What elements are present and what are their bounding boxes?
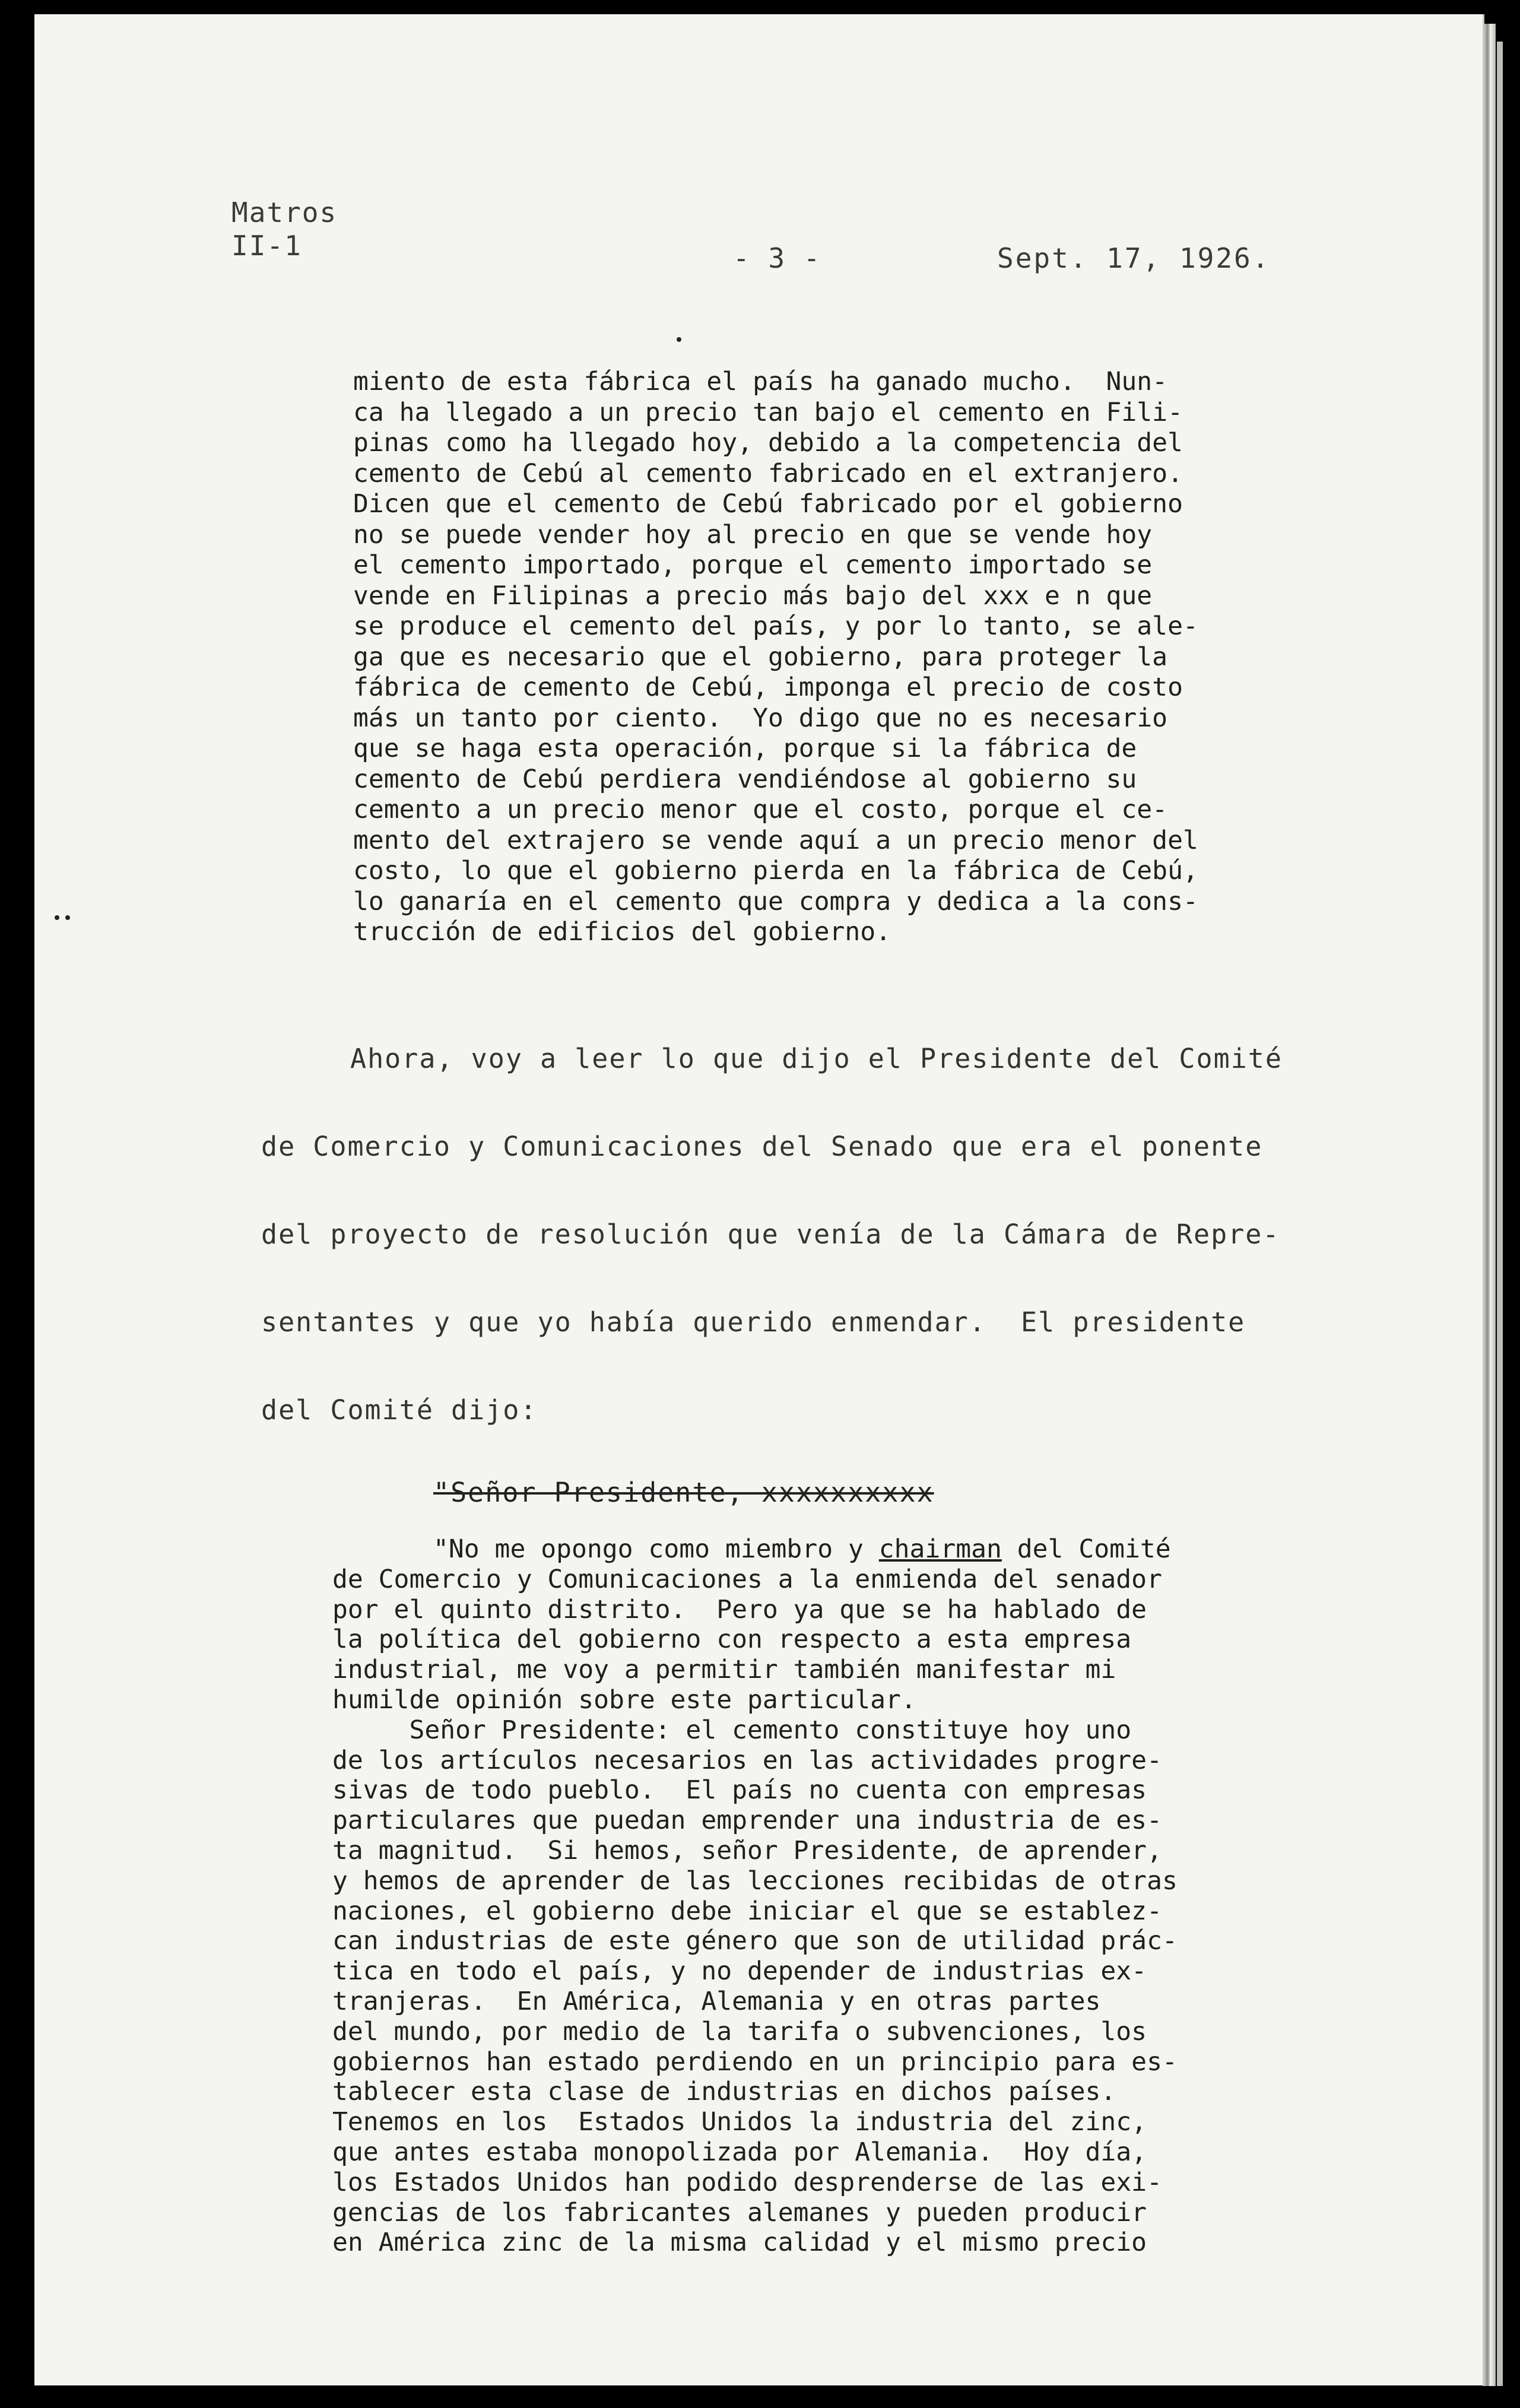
text-line: que antes estaba monopolizada por Alemania. Hoy día, <box>332 2137 1147 2167</box>
text-line: costo, lo que el gobierno pierda en la fábrica de Cebú, <box>353 856 1198 886</box>
paragraph-double-spaced <box>261 1015 1329 1454</box>
header-author: Matros <box>231 196 338 229</box>
quote-block-2 <box>332 1534 1353 2258</box>
text-line: cemento de Cebú al cemento fabricado en el extranjero. <box>353 458 1183 488</box>
text-line: del proyecto de resolución que venía de la Cámara de Repre- <box>261 1219 1280 1250</box>
text-line: trucción de edificios del gobierno. <box>353 917 891 947</box>
text-line: el cemento importado, porque el cemento importado se <box>353 550 1153 580</box>
text-span: "No me opongo como miembro y <box>433 1534 879 1564</box>
text-line: Señor Presidente: el cemento constituye hoy uno <box>332 1715 1132 1745</box>
text-line: Tenemos en los Estados Unidos la industria del zinc, <box>332 2107 1147 2137</box>
text-line: can industrias de este género que son de utilidad prác- <box>332 1926 1178 1956</box>
page-number: - 3 - <box>733 242 821 274</box>
text-line: de Comercio y Comunicaciones a la enmienda del senador <box>332 1564 1162 1594</box>
header-left <box>231 196 337 262</box>
text-line: vende en Filipinas a precio más bajo del xxx e n que <box>353 580 1153 611</box>
text-line: particulares que puedan emprender una industria de es- <box>332 1806 1162 1836</box>
text-line: ca ha llegado a un precio tan bajo el cemento en Fili- <box>353 397 1183 427</box>
underlined-word: chairman <box>878 1534 1002 1564</box>
text-line: se produce el cemento del país, y por lo tanto, se ale- <box>353 611 1198 641</box>
text-line: tablecer esta clase de industrias en dichos países. <box>332 2077 1116 2107</box>
header-section: II-1 <box>231 230 302 262</box>
text-line: por el quinto distrito. Pero ya que se ha hablado de <box>332 1594 1147 1625</box>
text-line: Dicen que el cemento de Cebú fabricado por el gobierno <box>353 489 1183 519</box>
text-line: en América zinc de la misma calidad y el mismo precio <box>332 2228 1147 2258</box>
text-span: del Comité <box>1001 1534 1171 1564</box>
text-line: ga que es necesario que el gobierno, para proteger la <box>353 642 1168 672</box>
text-line: y hemos de aprender de las lecciones recibidas de otras <box>332 1866 1178 1896</box>
text-line: ta magnitud. Si hemos, señor Presidente, de aprender, <box>332 1835 1162 1866</box>
text-line: humilde opinión sobre este particular. <box>332 1684 916 1715</box>
text-line: no se puede vender hoy al precio en que se vende hoy <box>353 519 1153 550</box>
text-line: naciones, el gobierno debe iniciar el que se establez- <box>332 1896 1162 1926</box>
text-line: mento del extrajero se vende aquí a un precio menor del <box>353 825 1198 855</box>
text-line: sentantes y que yo había querido enmendar. El presidente <box>261 1306 1246 1338</box>
text-line: del Comité dijo: <box>261 1394 538 1426</box>
text-line: industrial, me voy a permitir también manifestar mi <box>332 1655 1116 1685</box>
text-line: fábrica de cemento de Cebú, imponga el precio de costo <box>353 672 1183 702</box>
text-line: la política del gobierno con respecto a esta empresa <box>332 1625 1132 1655</box>
text-line: gencias de los fabricantes alemanes y pueden producir <box>332 2197 1147 2228</box>
text-line: que se haga esta operación, porque si la fábrica de <box>353 734 1137 763</box>
page-edge-shadow <box>1497 42 1503 2386</box>
text-line: cemento a un precio menor que el costo, porque el ce- <box>353 795 1168 824</box>
text-line: más un tanto por ciento. Yo digo que no es necesario <box>353 703 1168 733</box>
quote-2-first-line <box>332 1534 1353 1565</box>
quote-block-1 <box>353 367 1338 948</box>
text-line: miento de esta fábrica el país ha ganado mucho. Nun- <box>353 367 1168 396</box>
text-line: de los artículos necesarios en las actividades progre- <box>332 1745 1162 1775</box>
text-line: Ahora, voy a leer lo que dijo el Presidente del Comité <box>350 1043 1283 1074</box>
text-line: tica en todo el país, y no depender de industrias ex- <box>332 1956 1147 1987</box>
text-line: gobiernos han estado perdiendo en un principio para es- <box>332 2047 1178 2077</box>
stray-mark-dot <box>677 337 681 342</box>
margin-mark-dot <box>55 915 59 920</box>
text-line: lo ganaría en el cemento que compra y dedica a la cons- <box>353 886 1198 916</box>
header-date: Sept. 17, 1926. <box>997 242 1271 274</box>
struck-through-heading: "Señor Presidente, xxxxxxxxxx <box>433 1477 934 1508</box>
margin-mark-dot <box>65 915 70 920</box>
page-edge <box>1483 24 1496 2386</box>
text-line: cemento de Cebú perdiera vendiéndose al gobierno su <box>353 764 1137 794</box>
text-line: los Estados Unidos han podido desprenderse de las exi- <box>332 2167 1162 2197</box>
text-line: pinas como ha llegado hoy, debido a la competencia del <box>353 428 1183 458</box>
text-line: del mundo, por medio de la tarifa o subvenciones, los <box>332 2016 1147 2047</box>
text-line: de Comercio y Comunicaciones del Senado que era el ponente <box>261 1131 1263 1162</box>
text-line: sivas de todo pueblo. El país no cuenta con empresas <box>332 1775 1147 1806</box>
text-line: tranjeras. En América, Alemania y en otras partes <box>332 1986 1101 2016</box>
